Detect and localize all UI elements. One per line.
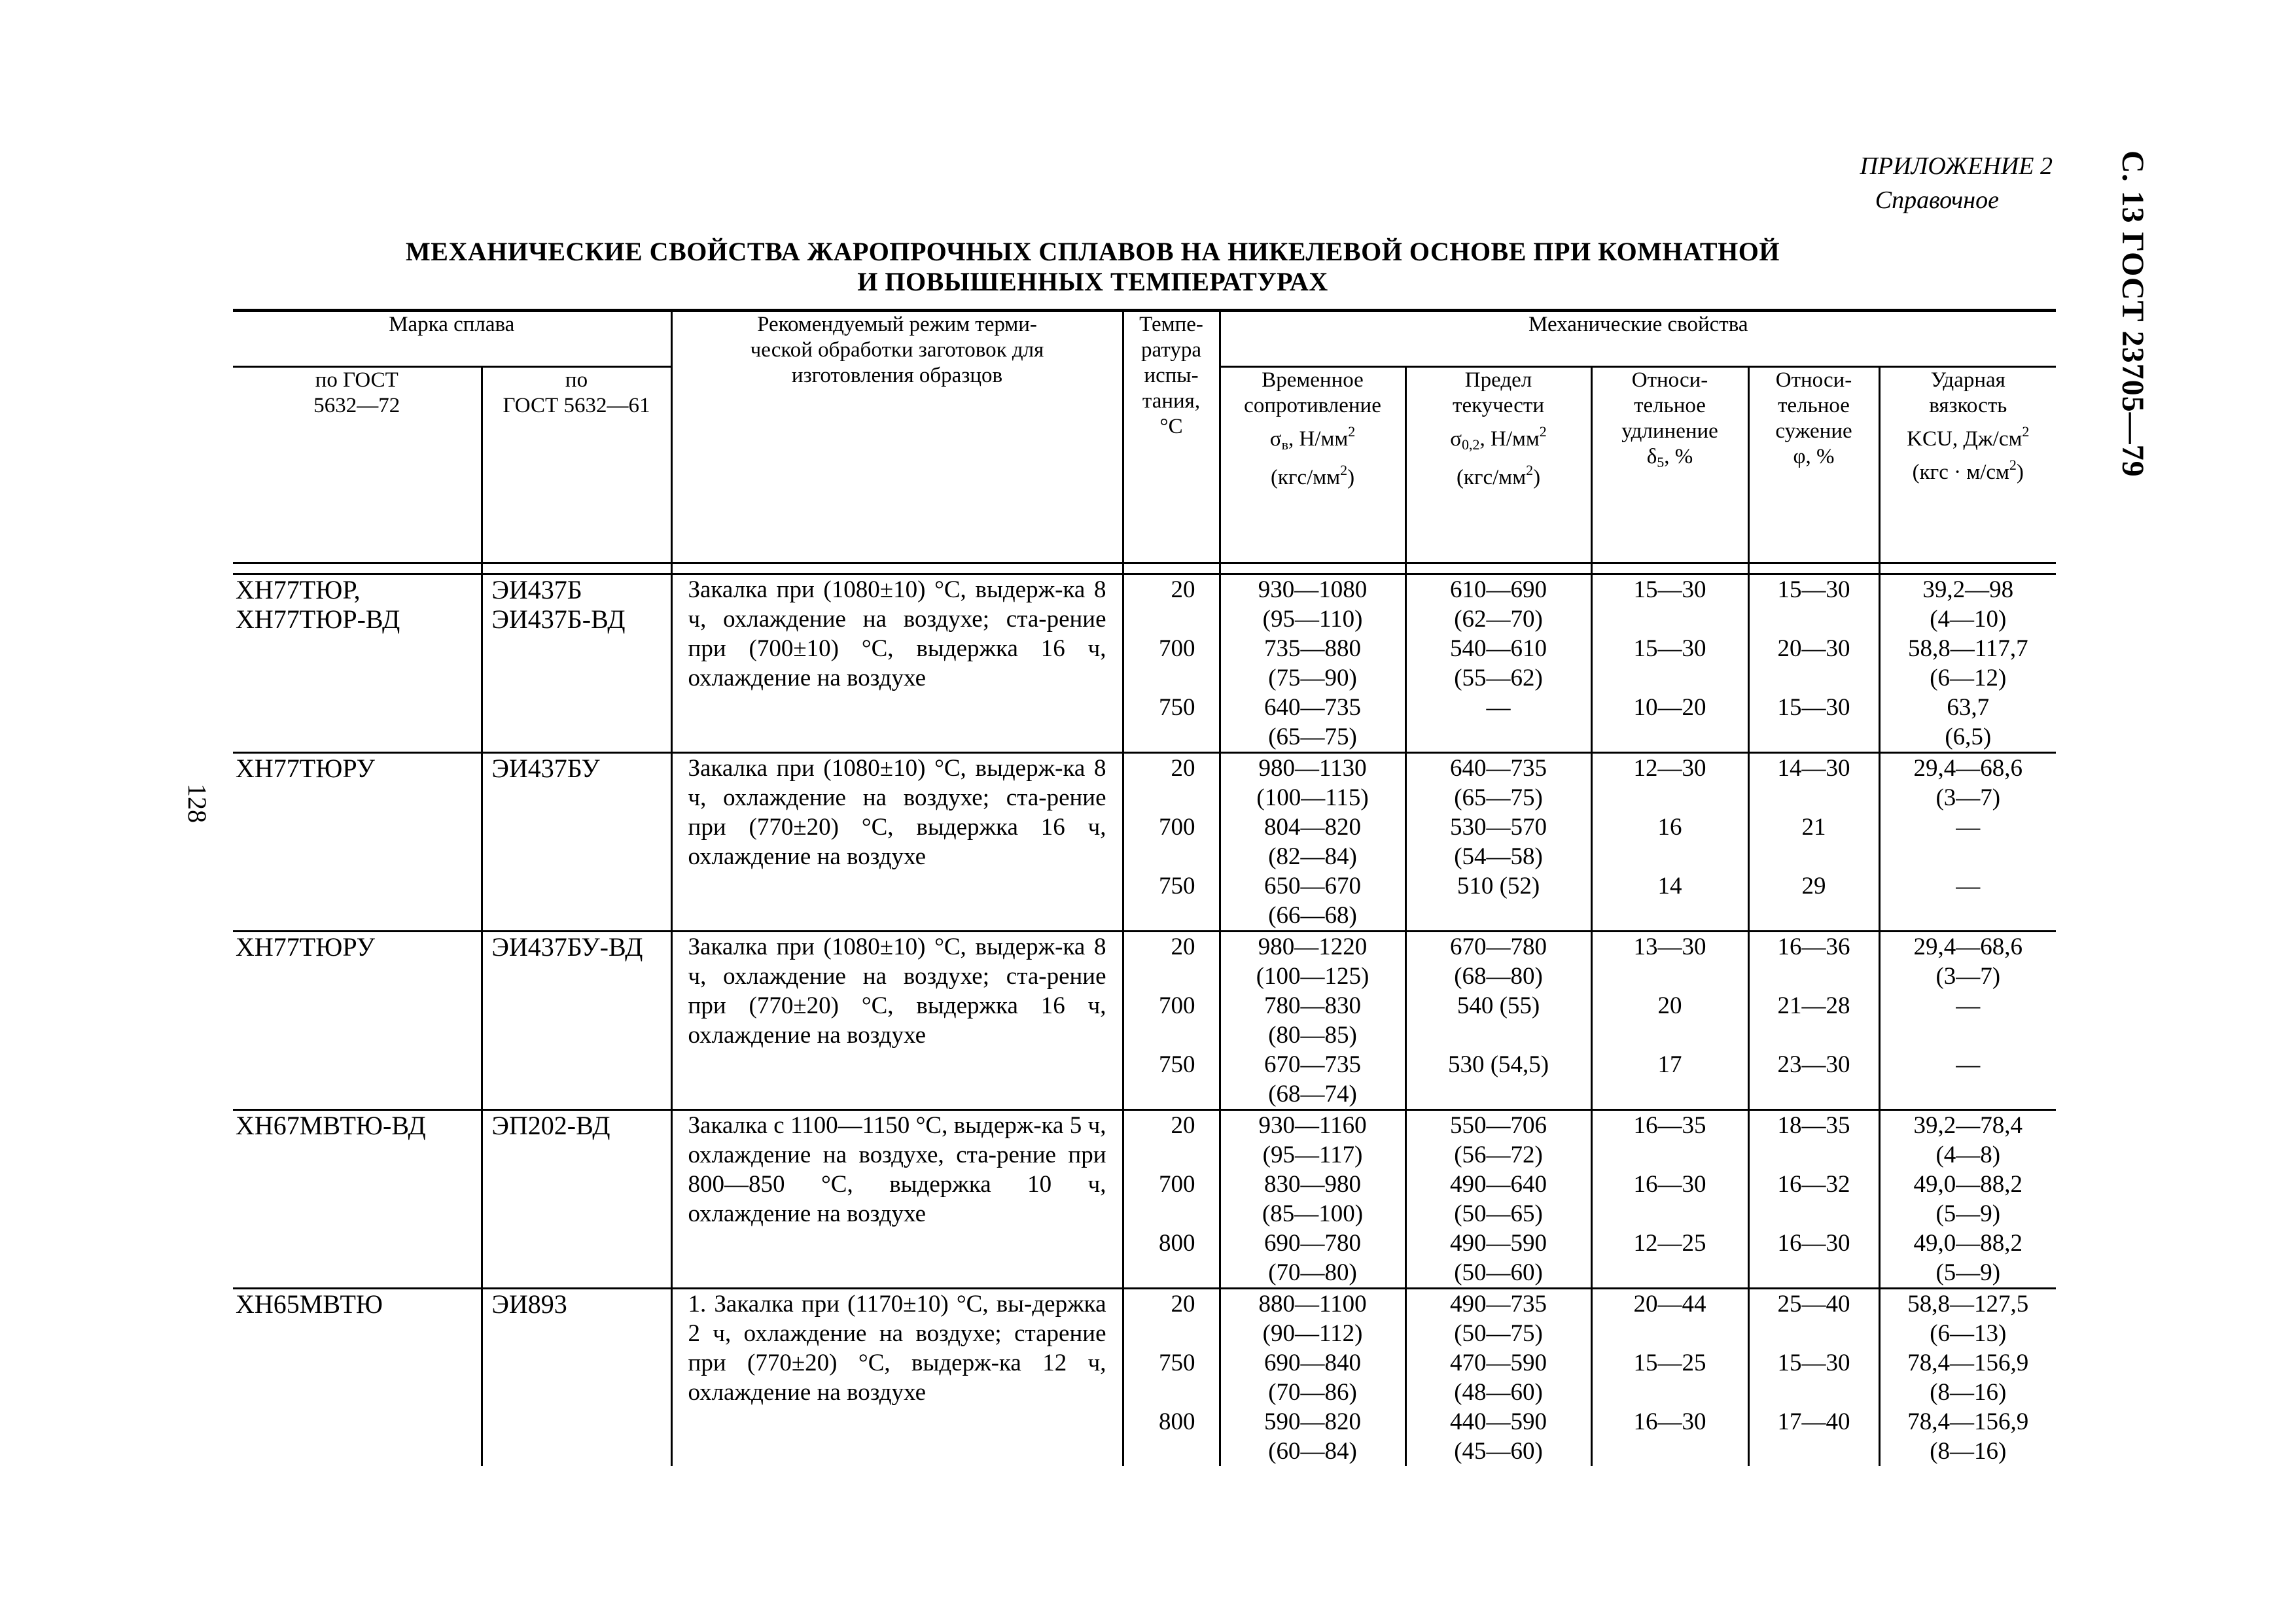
- yield-strength: [1405, 1407, 1591, 1466]
- yield-strength-value: 490—640: [1450, 1171, 1547, 1198]
- test-temperature: [1123, 1348, 1220, 1407]
- impact-toughness-kgf: (5—9): [1935, 1200, 2001, 1227]
- yield-strength-kgf: (45—60): [1454, 1438, 1543, 1465]
- grade-gost61: [482, 1289, 671, 1467]
- contraction: [1748, 574, 1879, 635]
- elongation: [1591, 574, 1748, 635]
- elongation: [1591, 634, 1748, 693]
- tensile-strength: [1220, 634, 1405, 693]
- tensile-strength-value: 690—780: [1264, 1230, 1362, 1257]
- grade-gost61-line: ЭИ437Б-ВД: [491, 604, 626, 634]
- yield-strength-kgf: (50—75): [1454, 1320, 1543, 1347]
- yield-strength: [1405, 634, 1591, 693]
- impact-toughness-value: 29,4—68,6: [1913, 755, 2023, 782]
- yield-strength-kgf: (56—72): [1454, 1142, 1543, 1168]
- impact-toughness-value: 78,4—156,9: [1907, 1350, 2029, 1376]
- yield-strength: [1405, 871, 1591, 932]
- grade-gost72-line: ХН65МВТЮ: [236, 1289, 383, 1319]
- impact-toughness: [1879, 753, 2056, 813]
- yield-strength-kgf: (68—80): [1454, 963, 1543, 990]
- impact-toughness-kgf: (8—16): [1930, 1438, 2007, 1465]
- impact-toughness-value: 58,8—117,7: [1907, 635, 2028, 662]
- yield-strength: [1405, 1170, 1591, 1229]
- contraction: [1748, 1348, 1879, 1407]
- contraction: [1748, 871, 1879, 932]
- grade-gost61: [482, 1110, 671, 1289]
- elongation-value: 15—30: [1633, 576, 1706, 603]
- contraction-value: 16—30: [1777, 1230, 1850, 1257]
- tensile-strength: [1220, 1289, 1405, 1349]
- yield-strength: [1405, 812, 1591, 871]
- yield-strength: [1405, 693, 1591, 753]
- yield-strength-kgf: (50—60): [1454, 1259, 1543, 1286]
- test-temperature: [1123, 693, 1220, 753]
- yield-strength: [1405, 574, 1591, 635]
- contraction: [1748, 1110, 1879, 1170]
- contraction: [1748, 991, 1879, 1050]
- impact-toughness-kgf: (6—13): [1930, 1320, 2007, 1347]
- impact-toughness-kgf: (3—7): [1935, 784, 2001, 811]
- contraction: [1748, 932, 1879, 992]
- header-impact: Ударная вязкость KCU, $Дж/см^2$ $(кгс \cdot м/см^2)$: [1907, 368, 2030, 484]
- elongation-value: 12—30: [1633, 755, 1706, 782]
- elongation: [1591, 1050, 1748, 1110]
- tensile-strength: [1220, 753, 1405, 813]
- impact-toughness: [1879, 991, 2056, 1050]
- test-temperature: [1123, 1110, 1220, 1170]
- yield-strength-kgf: (54—58): [1454, 843, 1543, 870]
- impact-toughness-value: 39,2—98: [1922, 576, 2014, 603]
- yield-strength-value: 510 (52): [1457, 873, 1540, 899]
- header-contraction: Относи- тельное сужение φ, %: [1748, 367, 1879, 563]
- tensile-strength-kgf: (100—115): [1256, 784, 1369, 811]
- yield-strength-value: 610—690: [1450, 576, 1547, 603]
- test-temperature: [1123, 991, 1220, 1050]
- yield-strength-value: 640—735: [1450, 755, 1547, 782]
- elongation-value: 16: [1657, 814, 1682, 841]
- tensile-strength: [1220, 812, 1405, 871]
- test-temperature-value: 700: [1159, 635, 1195, 662]
- test-temperature: [1123, 1289, 1220, 1349]
- impact-toughness-kgf: [1881, 842, 2057, 871]
- elongation: [1591, 753, 1748, 813]
- yield-strength-value: 530 (54,5): [1447, 1051, 1549, 1078]
- elongation: [1591, 812, 1748, 871]
- impact-toughness-value: 49,0—88,2: [1913, 1230, 2023, 1257]
- grade-gost61: [482, 932, 671, 1110]
- tensile-strength: [1220, 1110, 1405, 1170]
- yield-strength-value: 490—590: [1450, 1230, 1547, 1257]
- tensile-strength-value: 780—830: [1264, 992, 1362, 1019]
- impact-toughness: [1879, 574, 2056, 635]
- contraction: [1748, 812, 1879, 871]
- heat-treatment-mode: Закалка при (1080±10) °С, выдерж-ка 8 ч, охлаждение на воздухе; ста-рение при (700±10) °С, выдержка 16 ч, охлаждение на воздухе: [671, 574, 1123, 753]
- impact-toughness-kgf: (4—8): [1935, 1142, 2001, 1168]
- elongation: [1591, 991, 1748, 1050]
- grade-gost72-line: ХН67МВТЮ-ВД: [236, 1111, 426, 1140]
- elongation-value: 20—44: [1633, 1291, 1706, 1318]
- test-temperature-value: 700: [1159, 814, 1195, 841]
- impact-toughness: [1879, 1289, 2056, 1349]
- contraction: [1748, 1050, 1879, 1110]
- contraction-value: 21—28: [1777, 992, 1850, 1019]
- header-gost61: по ГОСТ 5632—61: [482, 367, 671, 563]
- tensile-strength-kgf: (95—117): [1262, 1142, 1363, 1168]
- impact-toughness-kgf: (6—12): [1930, 665, 2007, 691]
- impact-toughness: [1879, 1348, 2056, 1407]
- contraction-value: 15—30: [1777, 576, 1850, 603]
- tensile-strength-kgf: (70—80): [1268, 1259, 1357, 1286]
- heat-treatment-mode: Закалка с 1100—1150 °С, выдерж-ка 5 ч, охлаждение на воздухе, ста-рение при 800—850 °С, выдержка 10 ч, охлаждение на воздухе: [671, 1110, 1123, 1289]
- impact-toughness: [1879, 1110, 2056, 1170]
- test-temperature: [1123, 871, 1220, 932]
- tensile-strength: [1220, 1170, 1405, 1229]
- test-temperature: [1123, 574, 1220, 635]
- yield-strength: [1405, 1110, 1591, 1170]
- impact-toughness-kgf: [1881, 1079, 2057, 1109]
- impact-toughness-value: —: [1956, 992, 1981, 1019]
- tensile-strength-value: 980—1130: [1258, 755, 1367, 782]
- tensile-strength-value: 650—670: [1264, 873, 1362, 899]
- impact-toughness-value: 63,7: [1947, 694, 1990, 721]
- test-temperature-value: 20: [1171, 1112, 1195, 1139]
- test-temperature-value: 20: [1171, 934, 1195, 960]
- header-tensile: Временное сопротивление $\sigma_в$, $Н/мм^2$ $(кгс/мм^2)$: [1220, 367, 1405, 563]
- grade-gost61-line: ЭИ437БУ-ВД: [491, 932, 643, 962]
- impact-toughness-value: 49,0—88,2: [1913, 1171, 2023, 1198]
- tensile-strength-kgf: (75—90): [1268, 665, 1357, 691]
- header-yield: Предел текучести $\sigma_{0,2}$, $Н/мм^2$ $(кгс/мм^2)$: [1405, 367, 1591, 563]
- tensile-strength: [1220, 1348, 1405, 1407]
- yield-strength: [1405, 753, 1591, 813]
- grade-gost72-line: ХН77ТЮРУ: [236, 932, 375, 962]
- tensile-strength-kgf: (85—100): [1262, 1200, 1364, 1227]
- tensile-strength: [1220, 932, 1405, 992]
- elongation-value: 14: [1657, 873, 1682, 899]
- grade-gost72: [233, 753, 482, 932]
- tensile-strength-value: 735—880: [1264, 635, 1362, 662]
- impact-toughness: [1879, 871, 2056, 932]
- grade-gost61-line: ЭИ893: [491, 1289, 567, 1319]
- grade-gost61-line: ЭИ437Б: [491, 575, 582, 604]
- contraction-value: 29: [1801, 873, 1826, 899]
- contraction-value: 15—30: [1777, 694, 1850, 721]
- contraction-value: 21: [1801, 814, 1826, 841]
- tensile-strength: [1220, 1229, 1405, 1289]
- tensile-strength-kgf: (60—84): [1268, 1438, 1357, 1465]
- test-temperature-value: 20: [1171, 576, 1195, 603]
- elongation-value: 15—25: [1633, 1350, 1706, 1376]
- grade-gost72: [233, 574, 482, 753]
- yield-strength-kgf: [1407, 1079, 1591, 1109]
- elongation-value: 15—30: [1633, 635, 1706, 662]
- impact-toughness: [1879, 812, 2056, 871]
- yield-strength: [1405, 1348, 1591, 1407]
- yield-strength-value: 440—590: [1450, 1408, 1547, 1435]
- tensile-strength-kgf: (95—110): [1262, 606, 1363, 633]
- table-row: [233, 932, 2056, 992]
- appendix-title: ПРИЛОЖЕНИЕ 2: [1860, 152, 2053, 180]
- tensile-strength-kgf: (80—85): [1268, 1022, 1357, 1049]
- yield-strength-kgf: (48—60): [1454, 1379, 1543, 1406]
- grade-gost72: [233, 932, 482, 1110]
- contraction-value: 16—36: [1777, 934, 1850, 960]
- test-temperature-value: 800: [1159, 1230, 1195, 1257]
- properties-table: [233, 309, 2056, 1466]
- test-temperature-value: 750: [1159, 1350, 1195, 1376]
- contraction-value: 25—40: [1777, 1291, 1850, 1318]
- impact-toughness: [1879, 634, 2056, 693]
- grade-gost72: [233, 1110, 482, 1289]
- tensile-strength-value: 670—735: [1264, 1051, 1362, 1078]
- impact-toughness-kgf: (4—10): [1930, 606, 2007, 633]
- impact-toughness-kgf: (5—9): [1935, 1259, 2001, 1286]
- test-temperature: [1123, 1229, 1220, 1289]
- test-temperature: [1123, 1050, 1220, 1110]
- yield-strength: [1405, 1289, 1591, 1349]
- tensile-strength-value: 930—1160: [1258, 1112, 1367, 1139]
- impact-toughness: [1879, 693, 2056, 753]
- tensile-strength: [1220, 574, 1405, 635]
- yield-strength-value: 540 (55): [1457, 992, 1540, 1019]
- tensile-strength: [1220, 871, 1405, 932]
- contraction: [1748, 1229, 1879, 1289]
- yield-strength-kgf: (62—70): [1454, 606, 1543, 633]
- impact-toughness: [1879, 932, 2056, 992]
- test-temperature: [1123, 932, 1220, 992]
- elongation: [1591, 871, 1748, 932]
- test-temperature-value: 20: [1171, 1291, 1195, 1318]
- appendix-label: [1860, 149, 2053, 217]
- grade-gost72: [233, 1289, 482, 1467]
- elongation: [1591, 693, 1748, 753]
- grade-gost72-line: ХН77ТЮРУ: [236, 754, 375, 783]
- test-temperature-value: 700: [1159, 992, 1195, 1019]
- yield-strength-value: 530—570: [1450, 814, 1547, 841]
- header-elongation: Относи- тельное удлинение $\delta_5$, %: [1591, 367, 1748, 563]
- test-temperature-value: 750: [1159, 694, 1195, 721]
- grade-gost61: [482, 574, 671, 753]
- test-temperature: [1123, 1407, 1220, 1466]
- tensile-strength: [1220, 693, 1405, 753]
- tensile-strength: [1220, 991, 1405, 1050]
- contraction-value: 15—30: [1777, 1350, 1850, 1376]
- contraction: [1748, 1170, 1879, 1229]
- yield-strength: [1405, 1229, 1591, 1289]
- header-mode: Рекомендуемый режим терми- ческой обработки заготовок для изготовления образцов: [671, 311, 1123, 563]
- header-mechanical: Механические свойства: [1220, 311, 2056, 367]
- header-temperature: Темпе- ратура испы- тания, °С: [1123, 311, 1220, 563]
- grade-gost61: [482, 753, 671, 932]
- elongation: [1591, 1289, 1748, 1349]
- page-title: [308, 237, 1878, 297]
- grade-gost72-line: ХН77ТЮР-ВД: [236, 604, 400, 634]
- tensile-strength-value: 880—1100: [1258, 1291, 1367, 1318]
- test-temperature-value: 20: [1171, 755, 1195, 782]
- test-temperature: [1123, 634, 1220, 693]
- contraction-value: 23—30: [1777, 1051, 1850, 1078]
- test-temperature: [1123, 812, 1220, 871]
- table-row: [233, 574, 2056, 635]
- impact-toughness-kgf: [1881, 1021, 2057, 1050]
- title-line-2: И ПОВЫШЕННЫХ ТЕМПЕРАТУРАХ: [857, 267, 1328, 296]
- test-temperature-value: 750: [1159, 873, 1195, 899]
- elongation-value: 20: [1657, 992, 1682, 1019]
- elongation-value: 13—30: [1633, 934, 1706, 960]
- tensile-strength-value: 830—980: [1264, 1171, 1362, 1198]
- elongation: [1591, 1170, 1748, 1229]
- appendix-subtitle: Справочное: [1875, 186, 1999, 214]
- impact-toughness-value: 29,4—68,6: [1913, 934, 2023, 960]
- elongation-value: 16—30: [1633, 1408, 1706, 1435]
- contraction-value: 16—32: [1777, 1171, 1850, 1198]
- tensile-strength-kgf: (70—86): [1268, 1379, 1357, 1406]
- heat-treatment-mode: Закалка при (1080±10) °С, выдерж-ка 8 ч, охлаждение на воздухе; ста-рение при (770±20) °С, выдержка 16 ч, охлаждение на воздухе: [671, 753, 1123, 932]
- tensile-strength-value: 804—820: [1264, 814, 1362, 841]
- elongation-value: 16—35: [1633, 1112, 1706, 1139]
- contraction-value: 17—40: [1777, 1408, 1850, 1435]
- table-row: [233, 1289, 2056, 1349]
- yield-strength-value: 470—590: [1450, 1350, 1547, 1376]
- impact-toughness-value: 78,4—156,9: [1907, 1408, 2029, 1435]
- grade-gost72-line: ХН77ТЮР,: [236, 575, 361, 604]
- tensile-strength-kgf: (66—68): [1268, 902, 1357, 929]
- contraction: [1748, 1289, 1879, 1349]
- elongation: [1591, 1407, 1748, 1466]
- yield-strength: [1405, 1050, 1591, 1110]
- tensile-strength-kgf: (68—74): [1268, 1081, 1357, 1108]
- yield-strength-kgf: [1407, 901, 1591, 930]
- elongation: [1591, 932, 1748, 992]
- contraction: [1748, 753, 1879, 813]
- tensile-strength-kgf: (82—84): [1268, 843, 1357, 870]
- contraction: [1748, 693, 1879, 753]
- test-temperature: [1123, 753, 1220, 813]
- yield-strength-value: 490—735: [1450, 1291, 1547, 1318]
- yield-strength-kgf: [1407, 1021, 1591, 1050]
- impact-toughness-kgf: (6,5): [1945, 724, 1992, 750]
- yield-strength: [1405, 932, 1591, 992]
- elongation-value: 10—20: [1633, 694, 1706, 721]
- impact-toughness-kgf: (3—7): [1935, 963, 2001, 990]
- table-row: [233, 1110, 2056, 1170]
- impact-toughness-value: 58,8—127,5: [1907, 1291, 2029, 1318]
- tensile-strength-value: 980—1220: [1258, 934, 1368, 960]
- yield-strength-kgf: (50—65): [1454, 1200, 1543, 1227]
- elongation-value: 12—25: [1633, 1230, 1706, 1257]
- impact-toughness: [1879, 1229, 2056, 1289]
- contraction: [1748, 1407, 1879, 1466]
- title-line-1: МЕХАНИЧЕСКИЕ СВОЙСТВА ЖАРОПРОЧНЫХ СПЛАВОВ НА НИКЕЛЕВОЙ ОСНОВЕ ПРИ КОМНАТНОЙ: [406, 237, 1780, 266]
- tensile-strength-value: 640—735: [1264, 694, 1362, 721]
- contraction: [1748, 634, 1879, 693]
- grade-gost61-line: ЭП202-ВД: [491, 1111, 610, 1140]
- tensile-strength-kgf: (100—125): [1256, 963, 1369, 990]
- table-body: [233, 574, 2056, 1467]
- yield-strength-value: 670—780: [1450, 934, 1547, 960]
- impact-toughness-kgf: (8—16): [1930, 1379, 2007, 1406]
- contraction-value: 20—30: [1777, 635, 1850, 662]
- yield-strength-kgf: (55—62): [1454, 665, 1543, 691]
- tensile-strength: [1220, 1407, 1405, 1466]
- yield-strength-kgf: [1407, 722, 1591, 752]
- yield-strength-kgf: (65—75): [1454, 784, 1543, 811]
- elongation: [1591, 1229, 1748, 1289]
- tensile-strength-kgf: (65—75): [1268, 724, 1357, 750]
- impact-toughness: [1879, 1170, 2056, 1229]
- tensile-strength-value: 930—1080: [1258, 576, 1368, 603]
- test-temperature: [1123, 1170, 1220, 1229]
- elongation-value: 16—30: [1633, 1171, 1706, 1198]
- header-grade: Марка сплава: [233, 311, 671, 367]
- header-separator: [233, 563, 2056, 574]
- test-temperature-value: 700: [1159, 1171, 1195, 1198]
- elongation: [1591, 1110, 1748, 1170]
- impact-toughness-value: 39,2—78,4: [1913, 1112, 2023, 1139]
- impact-toughness-value: —: [1956, 1051, 1981, 1078]
- impact-toughness-kgf: [1881, 901, 2057, 930]
- contraction-value: 18—35: [1777, 1112, 1850, 1139]
- yield-strength-value: 550—706: [1450, 1112, 1547, 1139]
- running-header: С. 13 ГОСТ 23705—79: [2115, 150, 2150, 478]
- header-gost72: по ГОСТ 5632—72: [233, 367, 482, 563]
- yield-strength: [1405, 991, 1591, 1050]
- heat-treatment-mode: 1. Закалка при (1170±10) °С, вы-держка 2 ч, охлаждение на воздухе; старение при (770±20) °С, выдерж-ка 12 ч, охлаждение на воздухе: [671, 1289, 1123, 1467]
- elongation-value: 17: [1657, 1051, 1682, 1078]
- tensile-strength-value: 690—840: [1264, 1350, 1362, 1376]
- elongation: [1591, 1348, 1748, 1407]
- contraction-value: 14—30: [1777, 755, 1850, 782]
- page-number: 128: [183, 784, 212, 823]
- test-temperature-value: 800: [1159, 1408, 1195, 1435]
- yield-strength-value: —: [1486, 694, 1511, 721]
- tensile-strength-kgf: (90—112): [1262, 1320, 1363, 1347]
- table-row: [233, 753, 2056, 813]
- tensile-strength-value: 590—820: [1264, 1408, 1362, 1435]
- impact-toughness-value: —: [1956, 814, 1981, 841]
- yield-strength-value: 540—610: [1450, 635, 1547, 662]
- impact-toughness: [1879, 1050, 2056, 1110]
- grade-gost61-line: ЭИ437БУ: [491, 754, 600, 783]
- tensile-strength: [1220, 1050, 1405, 1110]
- test-temperature-value: 750: [1159, 1051, 1195, 1078]
- impact-toughness-value: —: [1956, 873, 1981, 899]
- heat-treatment-mode: Закалка при (1080±10) °С, выдерж-ка 8 ч, охлаждение на воздухе; ста-рение при (770±20) °С, выдержка 16 ч, охлаждение на воздухе: [671, 932, 1123, 1110]
- impact-toughness: [1879, 1407, 2056, 1466]
